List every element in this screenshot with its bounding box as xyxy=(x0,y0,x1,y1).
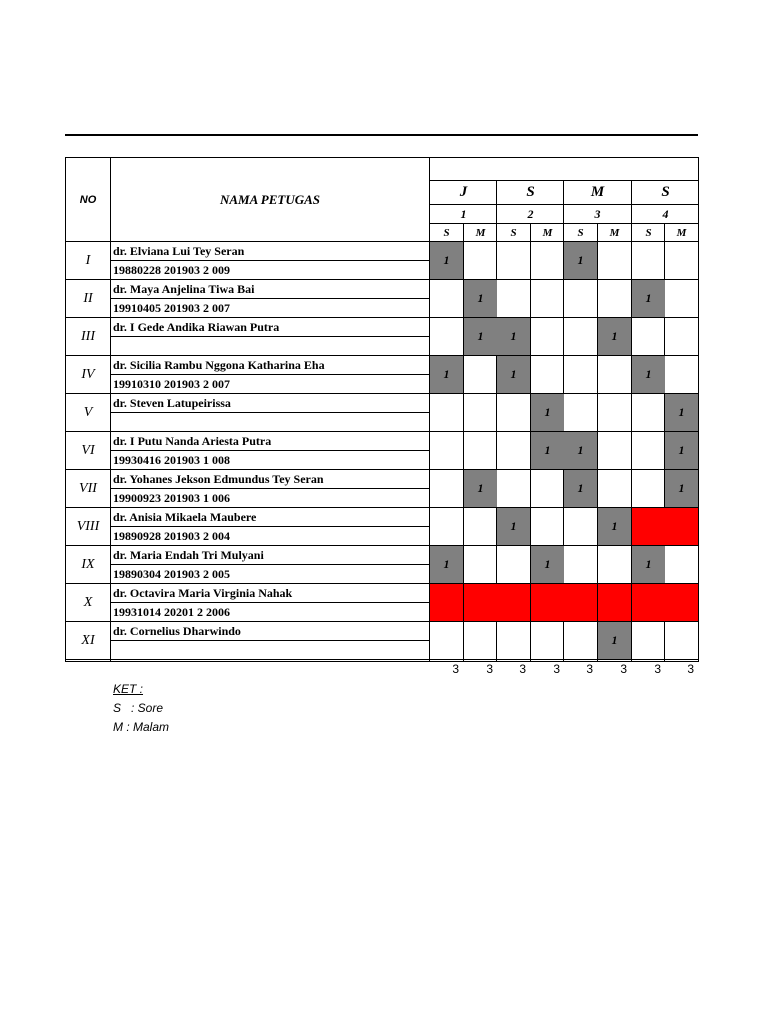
schedule-cell xyxy=(598,546,631,583)
schedule-cell xyxy=(598,280,631,317)
schedule-cell xyxy=(497,584,530,621)
petugas-name: dr. Maria Endah Tri Mulyani xyxy=(113,548,264,562)
schedule-cell xyxy=(564,356,597,393)
schedule-cell xyxy=(531,584,564,621)
name-split xyxy=(111,564,429,565)
row-number: I xyxy=(85,252,91,268)
row-number: IX xyxy=(81,556,95,572)
legend-malam: M : Malam xyxy=(113,720,170,734)
day-header: M xyxy=(590,184,605,200)
name-split xyxy=(111,640,429,641)
schedule-cell xyxy=(665,546,698,583)
schedule-cell xyxy=(531,622,564,659)
schedule-cell xyxy=(665,356,698,393)
schedule-cell: 1 xyxy=(665,432,698,469)
legend-title: KET : xyxy=(113,682,144,696)
schedule-cell: 1 xyxy=(531,546,564,583)
schedule-cell: 1 xyxy=(464,318,497,355)
day-header: S xyxy=(526,184,535,200)
row-rule xyxy=(66,659,698,660)
schedule-cell xyxy=(531,470,564,507)
schedule-cell xyxy=(430,470,463,507)
day-number: 4 xyxy=(662,206,669,221)
petugas-name: dr. Maya Anjelina Tiwa Bai xyxy=(113,282,255,296)
day-header: S xyxy=(661,184,670,200)
petugas-name: dr. I Gede Andika Riawan Putra xyxy=(113,320,280,334)
petugas-name: dr. Octavira Maria Virginia Nahak xyxy=(113,586,293,600)
schedule-cell: 1 xyxy=(632,546,665,583)
schedule-cell xyxy=(598,394,631,431)
day-number: 3 xyxy=(594,206,601,221)
schedule-cell xyxy=(464,508,497,545)
shift-header: M xyxy=(542,226,553,239)
schedule-cell xyxy=(665,280,698,317)
schedule-cell xyxy=(531,280,564,317)
column-total: 3 xyxy=(519,662,526,676)
col-divider xyxy=(110,157,111,662)
row-number: VIII xyxy=(76,518,100,534)
shift-header: S xyxy=(577,226,584,239)
schedule-cell xyxy=(632,242,665,279)
name-split xyxy=(111,488,429,489)
schedule-cell xyxy=(464,356,497,393)
petugas-name: dr. Anisia Mikaela Maubere xyxy=(113,510,257,524)
name-split xyxy=(111,336,429,337)
schedule-cell xyxy=(598,584,631,621)
schedule-cell: 1 xyxy=(598,318,631,355)
petugas-nip: 19890304 201903 2 005 xyxy=(113,567,230,581)
name-split xyxy=(111,602,429,603)
petugas-nip: 19880228 201903 2 009 xyxy=(113,263,230,277)
schedule-cell: 1 xyxy=(564,242,597,279)
schedule-cell xyxy=(497,280,530,317)
schedule-cell xyxy=(430,318,463,355)
row-number: VI xyxy=(81,442,95,458)
header-nama-petugas: NAMA PETUGAS xyxy=(219,191,321,207)
schedule-cell xyxy=(497,242,530,279)
column-total: 3 xyxy=(586,662,593,676)
schedule-cell xyxy=(430,394,463,431)
schedule-cell xyxy=(632,622,665,659)
schedule-cell xyxy=(430,432,463,469)
shift-header: M xyxy=(609,226,620,239)
schedule-cell: 1 xyxy=(497,356,530,393)
name-split xyxy=(111,412,429,413)
schedule-cell xyxy=(665,242,698,279)
schedule-cell xyxy=(464,242,497,279)
schedule-cell xyxy=(564,394,597,431)
schedule-cell xyxy=(564,508,597,545)
schedule-cell xyxy=(564,546,597,583)
column-total: 3 xyxy=(654,662,661,676)
shift-header: M xyxy=(475,226,486,239)
schedule-cell xyxy=(464,394,497,431)
schedule-cell xyxy=(598,470,631,507)
shift-header: S xyxy=(510,226,517,239)
name-split xyxy=(111,260,429,261)
column-total: 3 xyxy=(620,662,627,676)
schedule-cell xyxy=(665,318,698,355)
petugas-nip: 19900923 201903 1 006 xyxy=(113,491,230,505)
schedule-cell: 1 xyxy=(564,432,597,469)
name-split xyxy=(111,450,429,451)
petugas-nip: 19910405 201903 2 007 xyxy=(113,301,230,315)
schedule-cell xyxy=(497,394,530,431)
row-number: XI xyxy=(81,632,95,648)
schedule-cell xyxy=(464,546,497,583)
schedule-cell xyxy=(497,470,530,507)
schedule-cell xyxy=(531,318,564,355)
header-no: NO xyxy=(79,193,97,206)
schedule-cell: 1 xyxy=(430,242,463,279)
column-total: 3 xyxy=(452,662,459,676)
row-number: VII xyxy=(79,480,97,496)
petugas-name: dr. Cornelius Dharwindo xyxy=(113,624,241,638)
name-split xyxy=(111,298,429,299)
schedule-cell xyxy=(632,584,665,621)
column-total: 3 xyxy=(486,662,493,676)
row-number: III xyxy=(81,328,95,344)
schedule-cell xyxy=(632,394,665,431)
column-total: 3 xyxy=(553,662,560,676)
schedule-cell xyxy=(564,280,597,317)
row-number: IV xyxy=(81,366,95,382)
schedule-cell xyxy=(665,584,698,621)
schedule-cell: 1 xyxy=(665,394,698,431)
day-number: 2 xyxy=(527,206,534,221)
shift-header: S xyxy=(443,226,450,239)
schedule-cell xyxy=(665,508,698,545)
schedule-cell xyxy=(531,356,564,393)
petugas-nip: 19910310 201903 2 007 xyxy=(113,377,230,391)
row-number: II xyxy=(83,290,93,306)
schedule-cell xyxy=(497,432,530,469)
petugas-nip: 19930416 201903 1 008 xyxy=(113,453,230,467)
petugas-name: dr. Elviana Lui Tey Seran xyxy=(113,244,245,258)
petugas-name: dr. Sicilia Rambu Nggona Katharina Eha xyxy=(113,358,325,372)
schedule-cell xyxy=(598,432,631,469)
schedule-cell: 1 xyxy=(598,622,631,659)
schedule-cell xyxy=(430,280,463,317)
schedule-cell xyxy=(632,470,665,507)
schedule-cell: 1 xyxy=(665,470,698,507)
schedule-cell xyxy=(430,584,463,621)
schedule-cell xyxy=(564,318,597,355)
schedule-cell xyxy=(464,432,497,469)
schedule-cell xyxy=(531,242,564,279)
schedule-cell: 1 xyxy=(464,280,497,317)
schedule-cell: 1 xyxy=(564,470,597,507)
name-split xyxy=(111,374,429,375)
schedule-cell xyxy=(598,242,631,279)
day-number: 1 xyxy=(460,206,467,221)
shift-header: M xyxy=(676,226,687,239)
schedule-cell xyxy=(598,356,631,393)
schedule-cell: 1 xyxy=(598,508,631,545)
schedule-cell xyxy=(497,546,530,583)
name-split xyxy=(111,526,429,527)
petugas-name: dr. Steven Latupeirissa xyxy=(113,396,231,410)
column-total: 3 xyxy=(687,662,694,676)
schedule-cell xyxy=(632,432,665,469)
schedule-cell xyxy=(632,318,665,355)
schedule-cell: 1 xyxy=(464,470,497,507)
schedule-cell xyxy=(632,508,665,545)
row-number: X xyxy=(83,594,93,610)
schedule-cell xyxy=(564,622,597,659)
schedule-cell: 1 xyxy=(497,318,530,355)
petugas-name: dr. Yohanes Jekson Edmundus Tey Seran xyxy=(113,472,324,486)
schedule-cell: 1 xyxy=(632,356,665,393)
day-header: J xyxy=(459,184,468,200)
row-number: V xyxy=(83,404,93,420)
schedule-cell: 1 xyxy=(430,356,463,393)
schedule-cell xyxy=(497,622,530,659)
schedule-cell: 1 xyxy=(531,432,564,469)
schedule-cell xyxy=(531,508,564,545)
schedule-cell xyxy=(430,508,463,545)
schedule-cell xyxy=(430,622,463,659)
petugas-nip: 19890928 201903 2 004 xyxy=(113,529,230,543)
petugas-name: dr. I Putu Nanda Ariesta Putra xyxy=(113,434,272,448)
top-rule xyxy=(65,134,698,136)
schedule-cell xyxy=(464,622,497,659)
schedule-cell: 1 xyxy=(497,508,530,545)
schedule-cell xyxy=(464,584,497,621)
petugas-nip: 19931014 20201 2 2006 xyxy=(113,605,230,619)
shift-header: S xyxy=(645,226,652,239)
schedule-cell xyxy=(665,622,698,659)
schedule-cell: 1 xyxy=(430,546,463,583)
legend-sore: S : Sore xyxy=(113,701,164,715)
schedule-cell: 1 xyxy=(632,280,665,317)
schedule-cell xyxy=(564,584,597,621)
schedule-cell: 1 xyxy=(531,394,564,431)
